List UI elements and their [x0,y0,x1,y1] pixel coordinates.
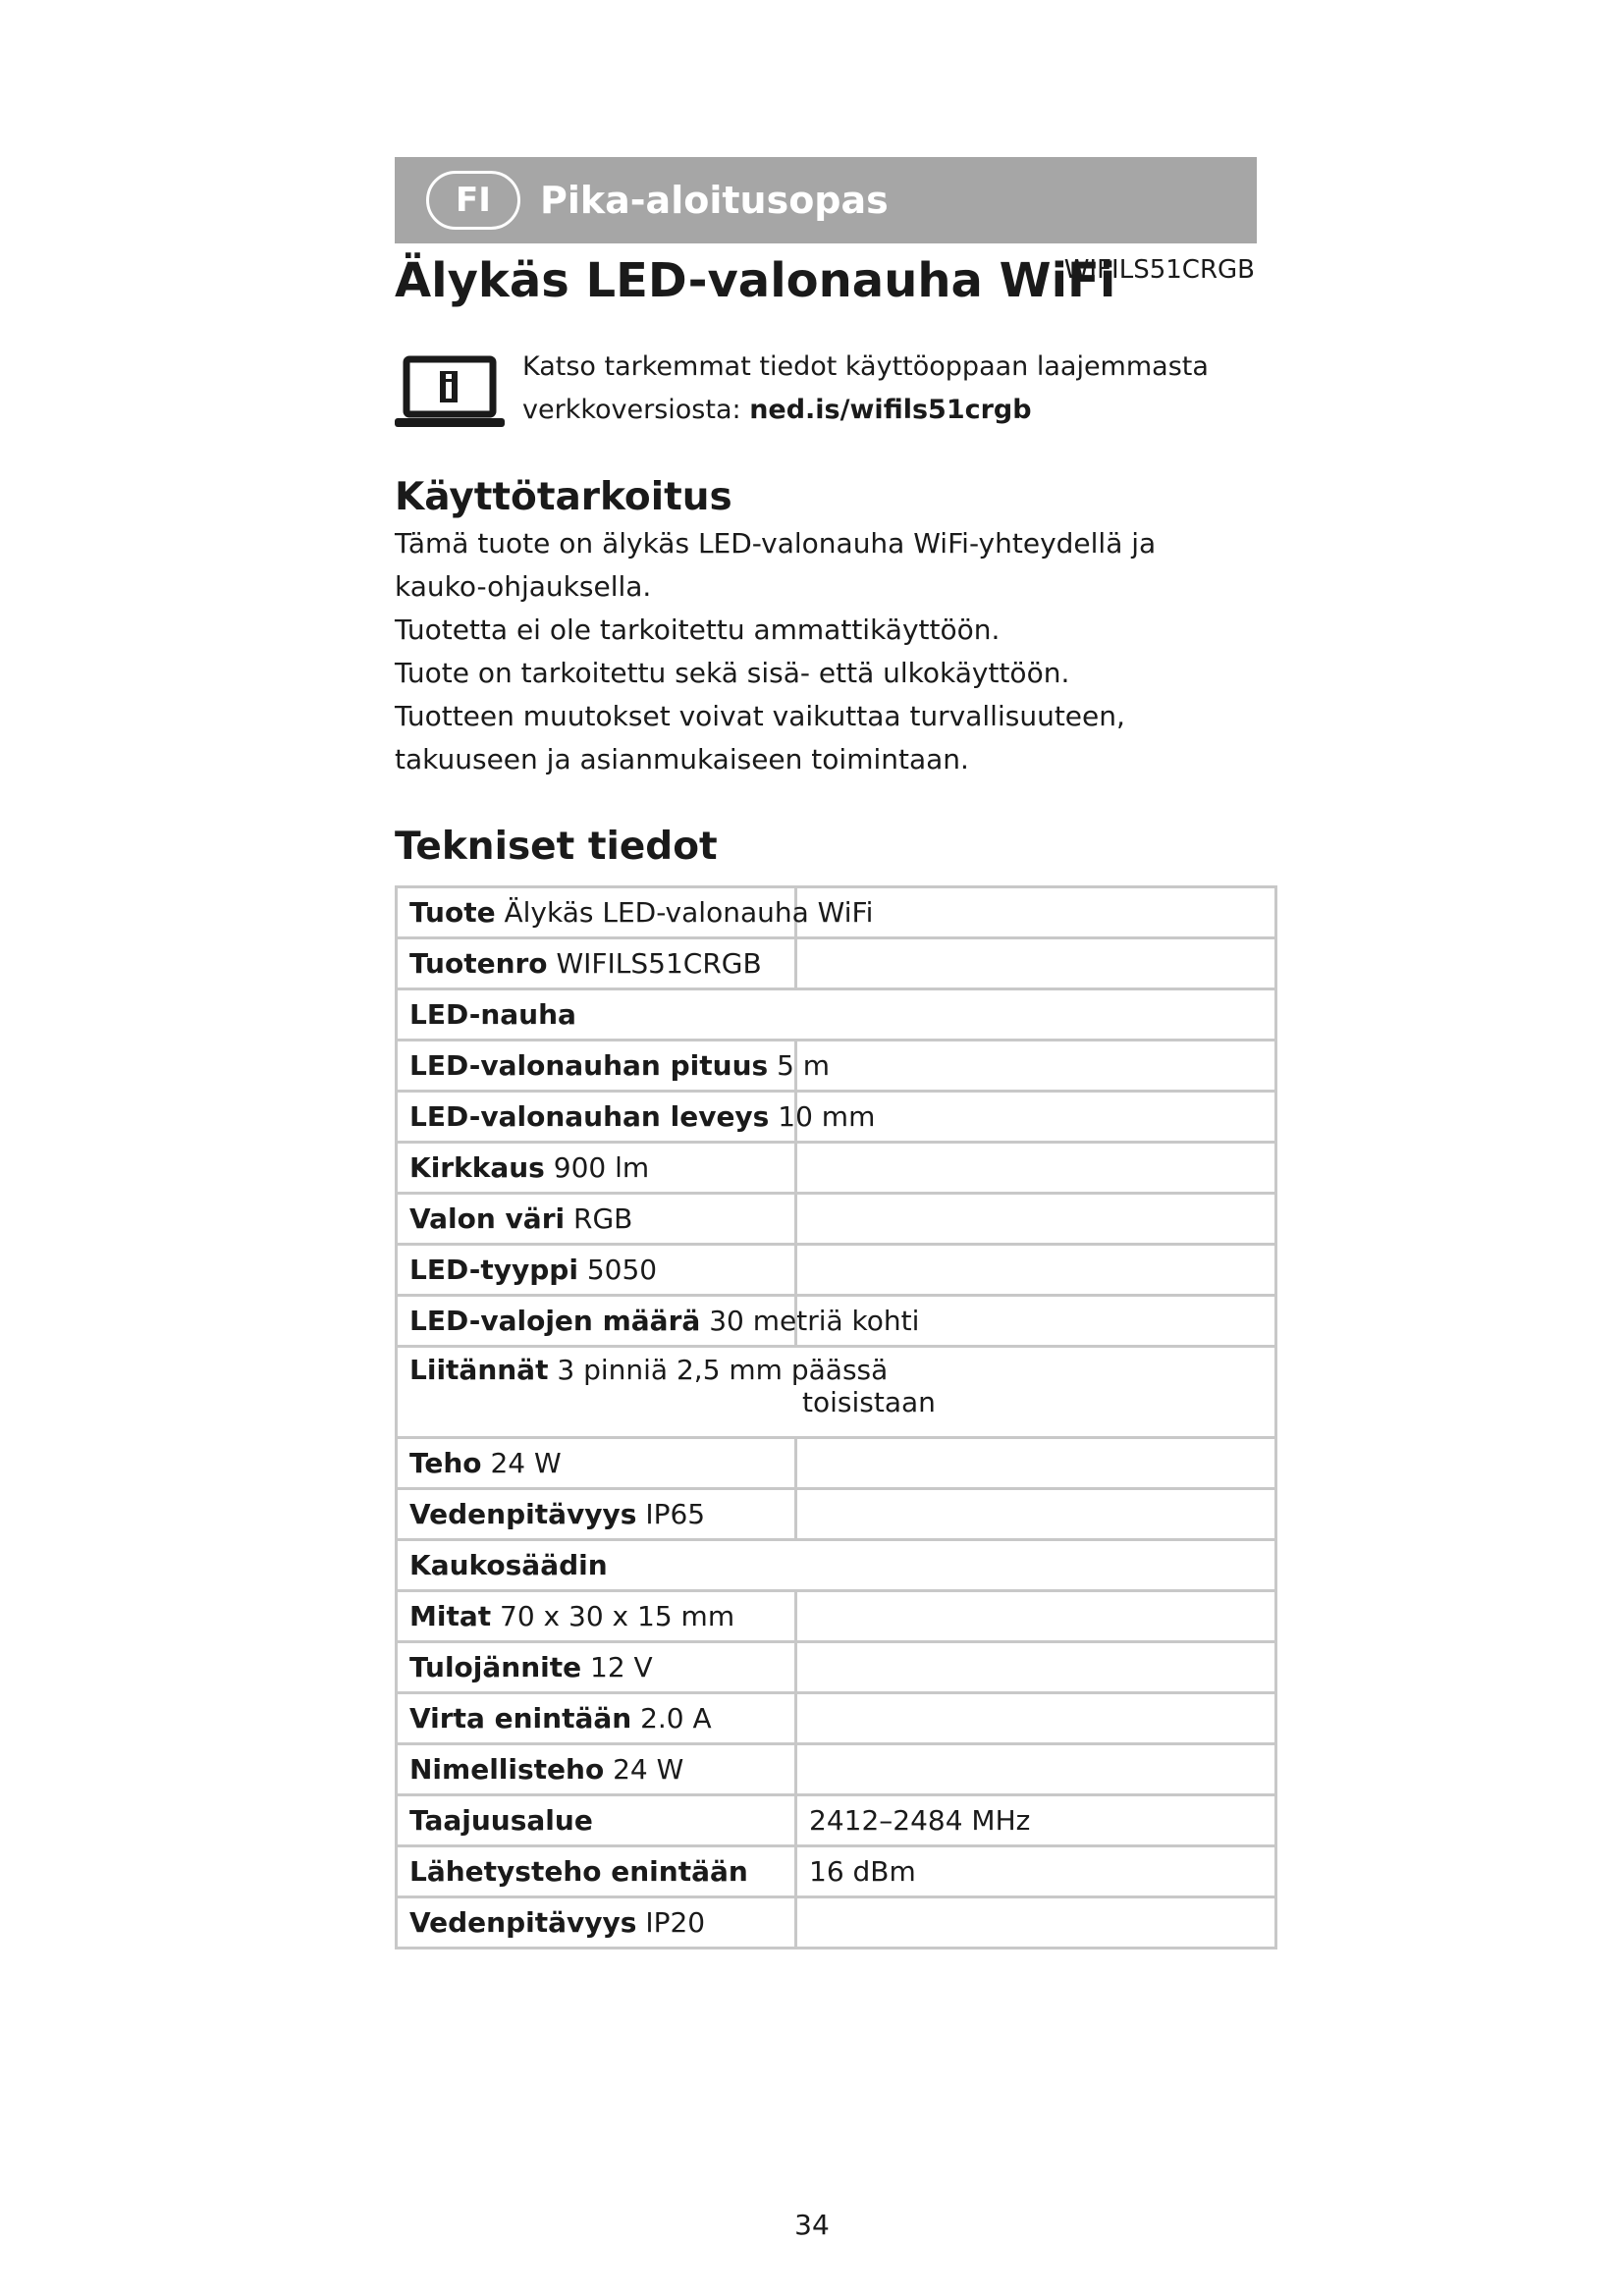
specs-heading: Tekniset tiedot [395,825,718,869]
spec-label: Valon väri [409,1202,566,1235]
table-row [397,1846,1276,1897]
spec-value: Älykäs LED-valonauha WiFi [504,896,874,929]
spec-cell [397,1591,796,1642]
table-row [397,1092,1276,1143]
page-number: 34 [794,2209,830,2241]
spec-cell [397,1693,796,1744]
table-row [397,1642,1276,1693]
spec-cell [397,1642,796,1693]
table-row [397,1194,1276,1245]
empty-cell [796,1897,1276,1949]
spec-cell [397,1194,796,1245]
spec-label: Tuote [409,896,496,929]
spec-cell [397,1245,796,1296]
table-row [397,1591,1276,1642]
table-row [397,938,1276,989]
spec-value-cell [796,1846,1276,1897]
spec-label: Mitat [409,1600,492,1632]
empty-cell [796,1744,1276,1795]
spec-cell [397,1744,796,1795]
table-row [397,1795,1276,1846]
table-row [397,1693,1276,1744]
spec-cell [397,1041,831,1092]
title-row [395,253,1257,332]
table-row [397,989,1276,1041]
purpose-line: Tuote on tarkoitettu sekä sisä- että ulkokäyttöön. [395,657,1070,689]
spec-value: 24 W [613,1753,684,1786]
spec-cell [397,1489,796,1540]
empty-cell [796,1693,1276,1744]
spec-value: 2.0 A [640,1702,712,1735]
specs-table [395,885,1277,1949]
product-title: Älykäs LED-valonauha WiFi [395,253,1116,308]
spec-label: Taajuusalue [409,1804,593,1837]
section-cell [397,1540,1276,1591]
empty-cell [796,1143,1276,1194]
purpose-line: kauko-ohjauksella. [395,570,652,603]
spec-label: Vedenpitävyys [409,1906,637,1939]
empty-cell [796,938,1276,989]
quick-start-page [395,157,1257,1949]
table-row [397,1245,1276,1296]
spec-label: Kirkkaus [409,1151,545,1184]
header-banner [395,157,1257,243]
spec-value: IP20 [645,1906,706,1939]
spec-value: 30 metriä kohti [709,1305,920,1337]
table-row [397,1897,1276,1949]
spec-value: WIFILS51CRGB [556,947,762,980]
spec-label: Lähetysteho enintään [409,1855,748,1888]
spec-value-continued: toisistaan [802,1386,936,1418]
spec-value-cell [796,1795,1276,1846]
section-label: LED-nauha [409,998,576,1031]
spec-cell [397,1438,796,1489]
spec-label: LED-valonauhan pituus [409,1049,769,1082]
language-badge: FI [426,171,520,230]
table-row [397,1489,1276,1540]
spec-cell [397,1795,796,1846]
spec-value: 16 dBm [809,1855,916,1888]
empty-cell [796,1591,1276,1642]
purpose-line: Tuotteen muutokset voivat vaikuttaa turvallisuuteen, [395,700,1125,732]
table-row [397,1438,1276,1489]
spec-label: Tuotenro [409,947,548,980]
spec-value: 900 lm [553,1151,650,1184]
spec-cell [397,887,874,938]
spec-value: 12 V [590,1651,653,1683]
spec-value: 70 x 30 x 15 mm [500,1600,735,1632]
table-row [397,1347,1276,1438]
table-row [397,887,1276,938]
spec-cell [397,1092,876,1143]
spec-cell [397,1347,1276,1438]
empty-cell [796,1642,1276,1693]
spec-cell [397,1897,796,1949]
spec-label: LED-valojen määrä [409,1305,701,1337]
spec-cell [397,1846,796,1897]
spec-label: LED-tyyppi [409,1254,578,1286]
spec-value: 5050 [586,1254,658,1286]
spec-value: 3 pinniä 2,5 mm päässä [557,1354,889,1386]
spec-label: Liitännät [409,1354,549,1386]
spec-label: Teho [409,1447,482,1479]
purpose-line: takuuseen ja asianmukaiseen toimintaan. [395,743,969,775]
empty-cell [796,1041,1276,1092]
spec-label: LED-valonauhan leveys [409,1100,770,1133]
spec-value: 24 W [490,1447,562,1479]
model-code: WIFILS51CRGB [1063,255,1255,285]
spec-value: RGB [573,1202,633,1235]
purpose-line: Tämä tuote on älykäs LED-valonauha WiFi-yhteydellä ja [395,527,1157,560]
manual-info [395,346,1257,432]
purpose-section [395,473,1257,781]
purpose-heading: Käyttötarkoitus [395,475,732,519]
table-row [397,1540,1276,1591]
purpose-line: Tuotetta ei ole tarkoitettu ammattikäyttöön. [395,614,1001,646]
table-row [397,1296,1276,1347]
info-text [522,346,1257,432]
empty-cell [796,1438,1276,1489]
spec-label: Tulojännite [409,1651,582,1683]
spec-cell [397,1143,796,1194]
section-label: Kaukosäädin [409,1549,608,1581]
spec-value: 2412–2484 MHz [809,1804,1031,1837]
spec-label: Virta enintään [409,1702,632,1735]
spec-value: 5 m [777,1049,831,1082]
spec-label: Nimellisteho [409,1753,605,1786]
table-row [397,1041,1276,1092]
table-row [397,1143,1276,1194]
spec-value: 10 mm [778,1100,876,1133]
laptop-info-icon [395,355,505,430]
spec-cell [397,938,796,989]
spec-label: Vedenpitävyys [409,1498,637,1530]
spec-value: IP65 [645,1498,706,1530]
banner-title: Pika-aloitusopas [540,179,889,222]
table-row [397,1744,1276,1795]
section-cell [397,989,1276,1041]
spec-cell [397,1296,920,1347]
info-description: Katso tarkemmat tiedot käyttöoppaan laajemmasta verkkoversiosta: [522,351,1209,425]
empty-cell [796,1489,1276,1540]
empty-cell [796,1194,1276,1245]
empty-cell [796,1245,1276,1296]
manual-link[interactable]: ned.is/wifils51crgb [749,395,1032,425]
